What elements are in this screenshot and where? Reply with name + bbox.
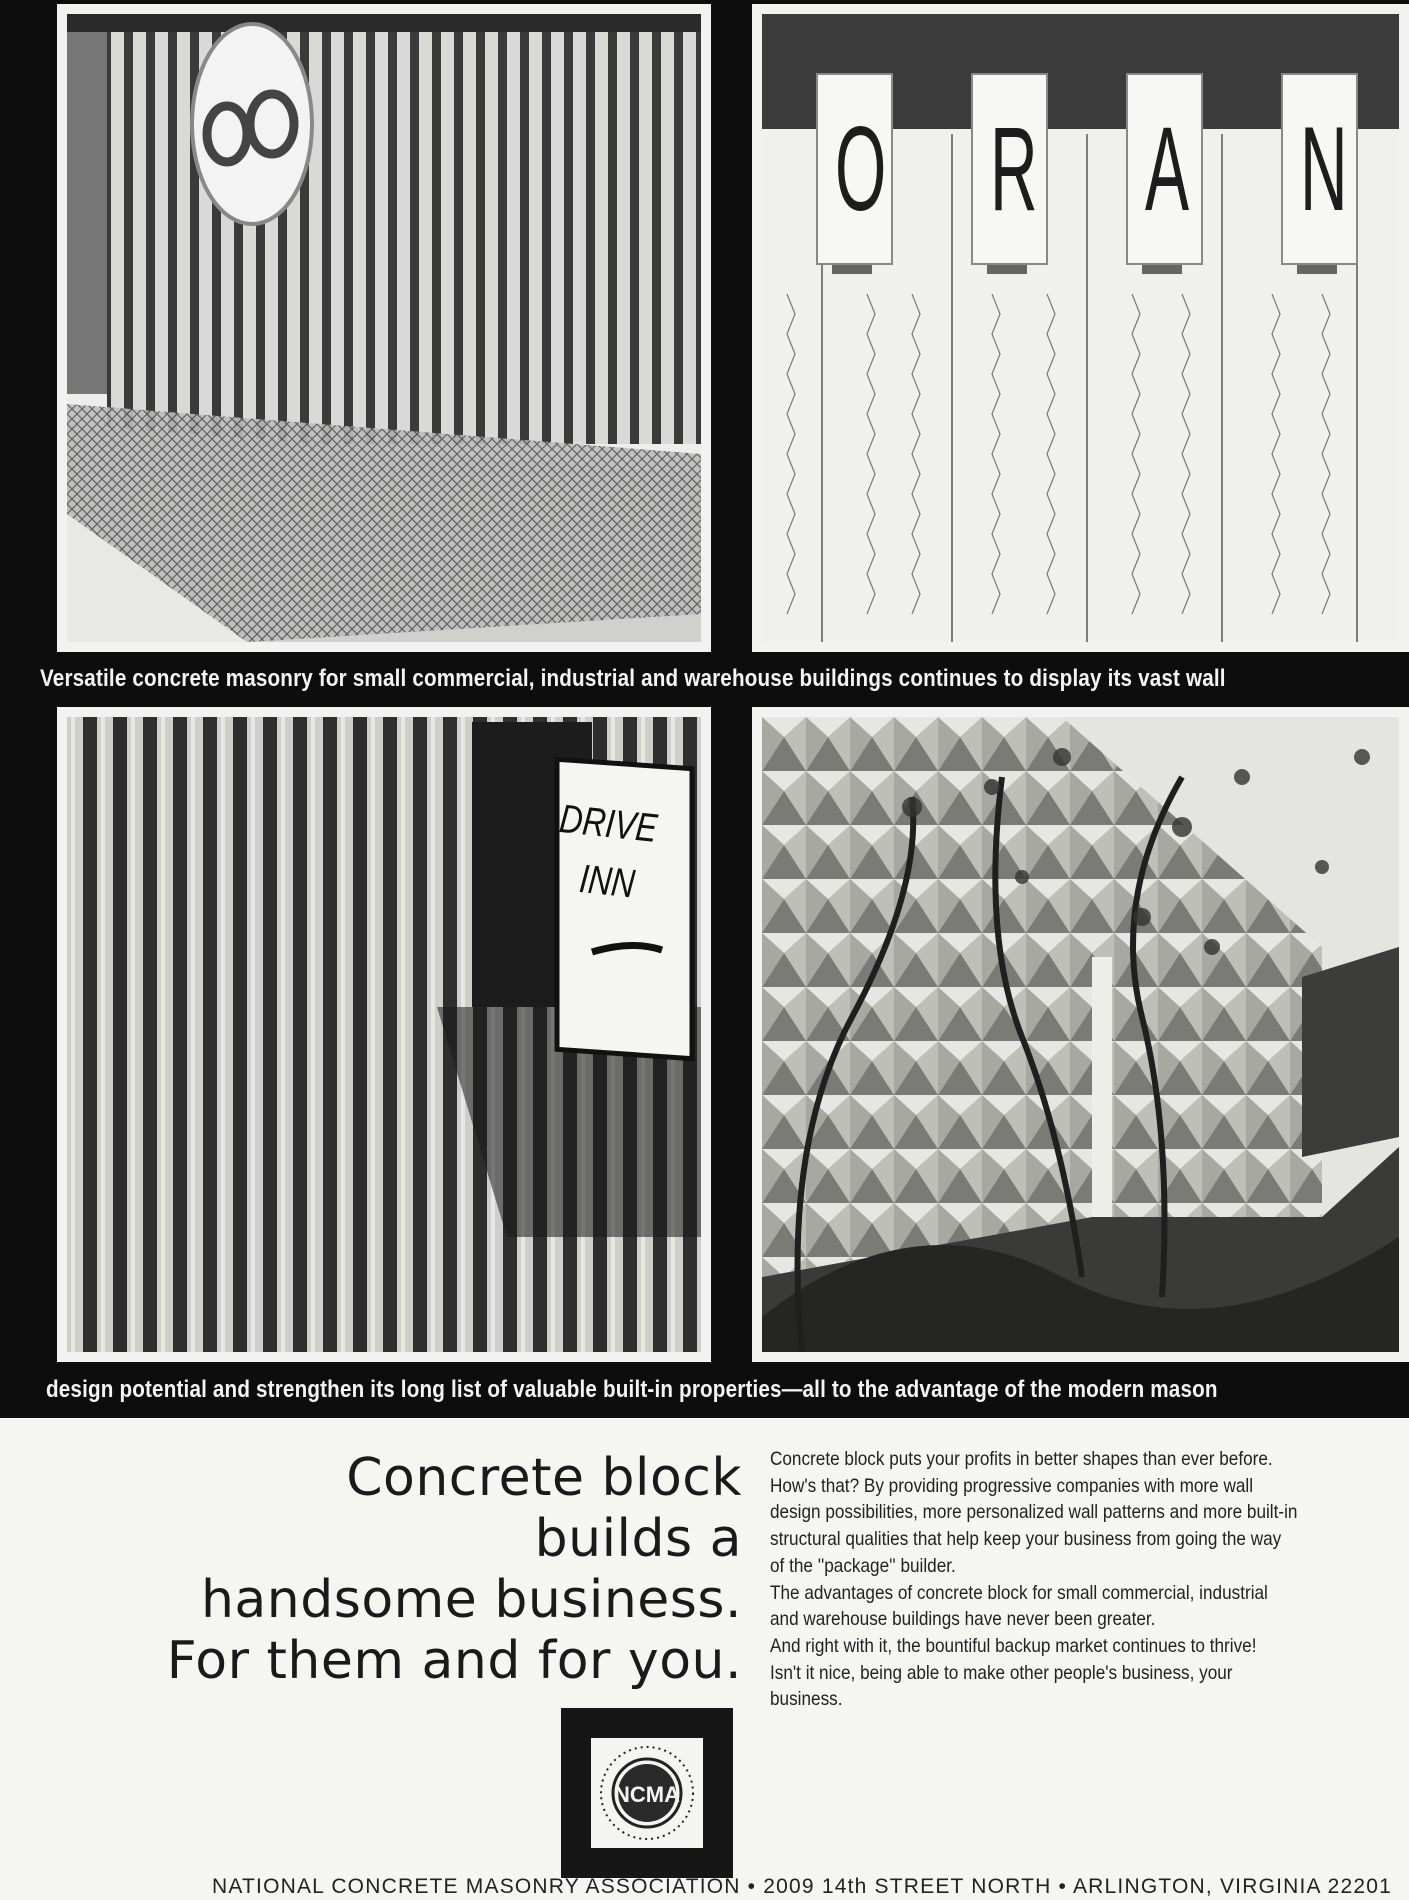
sign-letter-o: O xyxy=(834,102,887,236)
photo-patterned-wall-trees xyxy=(752,707,1409,1362)
ncma-logo xyxy=(561,1708,733,1878)
body-paragraph-2: How's that? By providing progressive companies with more wall design possibilities, more personalized wall patterns and more built-in structural qualities that help keep your business from going the way of the ''package'' builder. xyxy=(770,1474,1298,1577)
headline-line-2: builds a xyxy=(534,1509,742,1569)
headline xyxy=(167,1448,742,1692)
photo-sign-letters xyxy=(752,4,1409,652)
patterned-wall-illustration xyxy=(762,717,1399,1352)
body-paragraph-3: The advantages of concrete block for small commercial, industrial and warehouse buildings have never been greater. xyxy=(770,1581,1268,1631)
body-paragraph-1: Concrete block puts your profits in better shapes than ever before. xyxy=(770,1448,1273,1470)
body-paragraph-4: And right with it, the bountiful backup market continues to thrive! xyxy=(770,1634,1257,1657)
ncma-monogram: NCMA xyxy=(614,1782,680,1807)
photo-drive-inn-wall xyxy=(57,707,711,1362)
sign-letter-r: R xyxy=(989,102,1038,236)
ncma-seal xyxy=(591,1738,703,1848)
caption-bottom: design potential and strengthen its long list of valuable built-in properties—all to the advantage of the modern mason xyxy=(46,1376,1218,1403)
drive-inn-text-line2: INN xyxy=(577,857,637,907)
ad-copy-panel xyxy=(0,1418,1409,1900)
drive-inn-text-line1: DRIVE xyxy=(557,797,660,851)
body-paragraph-5: Isn't it nice, being able to make other people's business, your business. xyxy=(770,1661,1233,1711)
body-copy xyxy=(770,1446,1298,1713)
photo-storefront-carts xyxy=(57,4,711,652)
ncma-seal-graphic xyxy=(591,1738,703,1848)
sign-letter-a: A xyxy=(1144,102,1190,236)
headline-line-3: handsome business. xyxy=(200,1570,742,1630)
headline-line-4: For them and for you. xyxy=(166,1631,742,1691)
headline-line-1: Concrete block xyxy=(346,1448,742,1508)
footer-address: NATIONAL CONCRETE MASONRY ASSOCIATION • 2009 14th STREET NORTH • ARLINGTON, VIRGINIA 22201 xyxy=(212,1875,1393,1898)
storefront-carts-illustration xyxy=(67,14,701,642)
sign-letter-n: N xyxy=(1299,102,1348,236)
caption-top: Versatile concrete masonry for small commercial, industrial and warehouse buildings continues to display its vast wall xyxy=(40,665,1226,692)
